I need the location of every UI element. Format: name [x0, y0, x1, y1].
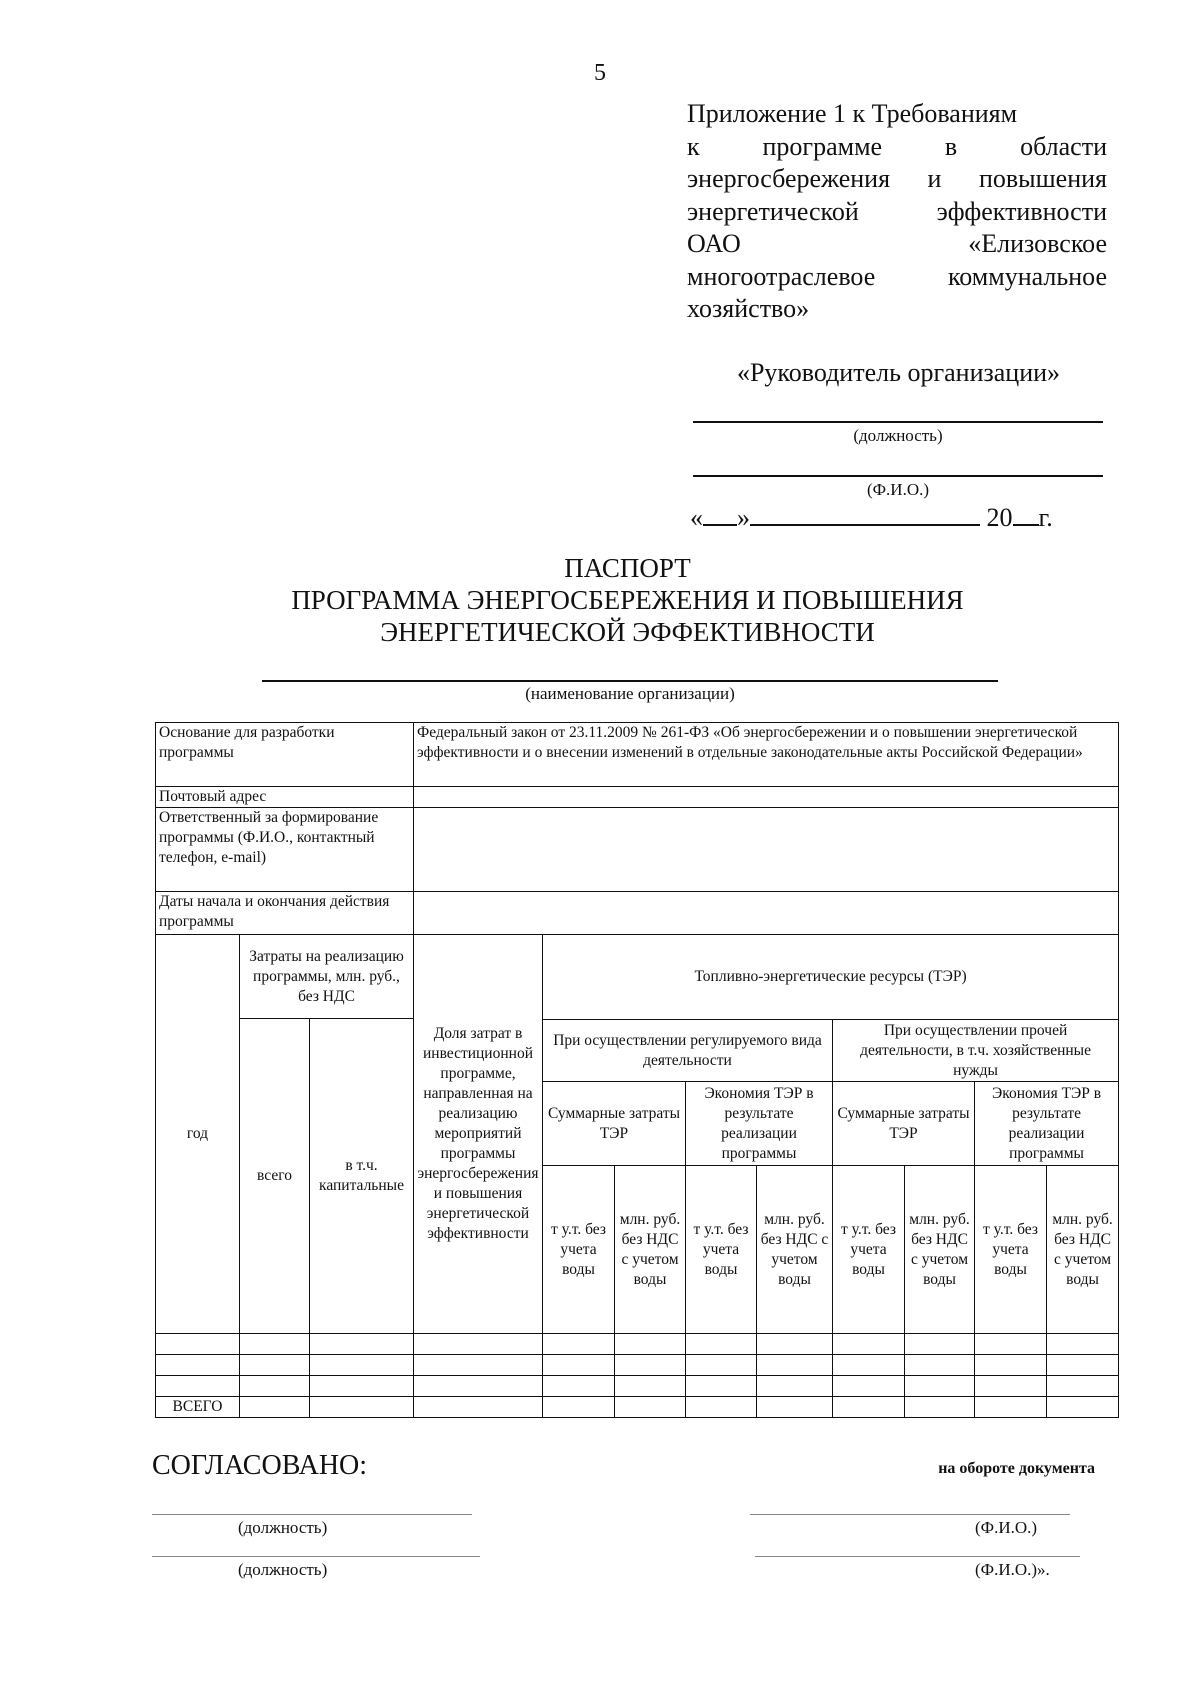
appendix-line: хозяйство»: [687, 294, 810, 323]
other-activity-header: При осуществлении прочей деятельности, в т.ч. хозяйственные нужды: [833, 1020, 1119, 1082]
appendix-line: к программе в области: [687, 131, 1107, 161]
table-row: [156, 1334, 1119, 1355]
document-subtitle: ЭНЕРГЕТИЧЕСКОЙ ЭФФЕКТИВНОСТИ: [380, 617, 875, 647]
mln-header: млн. руб. без НДС с учетом воды: [615, 1166, 686, 1334]
other-total-ter-header: Суммарные затраты ТЭР: [833, 1082, 975, 1166]
basis-value: Федеральный закон от 23.11.2009 № 261-ФЗ «Об энергосбережении и о повышении энергетической эффективности и о внесении изменений в отдельные законодательные акты Российской Федерации»: [414, 723, 1119, 787]
name-signature-line: [693, 475, 1103, 477]
postal-address-label: Почтовый адрес: [156, 787, 414, 808]
name-signature-line: [750, 1514, 1070, 1515]
name-caption: (Ф.И.О.): [866, 480, 930, 499]
passport-table: [155, 722, 1119, 1418]
head-title: «Руководитель организации»: [736, 358, 1061, 387]
mln-header: млн. руб. без НДС с учетом воды: [1047, 1166, 1119, 1334]
position-signature-line: [152, 1556, 480, 1557]
agreed-heading: СОГЛАСОВАНО:: [152, 1450, 368, 1481]
costs-header: Затраты на реализацию программы, млн. руб., без НДС: [240, 935, 414, 1019]
table-row: [156, 723, 1119, 787]
position-signature-line: [152, 1514, 472, 1515]
appendix-header: [687, 98, 1107, 326]
mln-header: млн. руб. без НДС с учетом воды: [905, 1166, 975, 1334]
position-signature-line: [693, 421, 1103, 423]
document-title: ПАСПОРТ: [564, 553, 691, 583]
tut-header: т у.т. без учета воды: [833, 1166, 905, 1334]
program-dates-value: [414, 892, 1119, 935]
name-caption: (Ф.И.О.): [975, 1518, 1038, 1537]
regulated-savings-header: Экономия ТЭР в результате реализации программы: [686, 1082, 833, 1166]
position-caption: (должность): [238, 1518, 328, 1537]
reverse-note: на обороте документа: [938, 1460, 1095, 1477]
tut-header: т у.т. без учета воды: [975, 1166, 1047, 1334]
approval-date: [690, 500, 1110, 533]
table-header-row: [156, 935, 1119, 1019]
responsible-label: Ответственный за формирование программы (Ф.И.О., контактный телефон, e-mail): [156, 808, 414, 892]
year-header: год: [156, 935, 240, 1334]
total-row: [156, 1397, 1119, 1418]
date-open-quote: «: [690, 503, 703, 532]
date-year-prefix: 20: [986, 503, 1013, 532]
tut-header: т у.т. без учета воды: [686, 1166, 757, 1334]
date-close-quote: »: [737, 503, 750, 532]
postal-address-value: [414, 787, 1119, 808]
position-caption: (должность): [238, 1560, 328, 1579]
regulated-total-ter-header: Суммарные затраты ТЭР: [543, 1082, 686, 1166]
position-caption: (должность): [853, 426, 943, 445]
date-year-suffix: г.: [1038, 503, 1053, 532]
investment-share-header: Доля затрат в инвестиционной программе, направленная на реализацию мероприятий программы энергосбережения и повышения энергетической эффективности: [414, 935, 543, 1334]
table-row: [156, 1376, 1119, 1397]
appendix-line: энергетической эффективности: [687, 196, 1107, 226]
appendix-line: многоотраслевое коммунальное: [687, 261, 1107, 291]
program-dates-label: Даты начала и окончания действия программы: [156, 892, 414, 935]
table-row: [156, 808, 1119, 892]
date-month-blank: [750, 500, 980, 526]
regulated-activity-header: При осуществлении регулируемого вида деятельности: [543, 1020, 833, 1082]
tut-header: т у.т. без учета воды: [543, 1166, 615, 1334]
table-row: [156, 892, 1119, 935]
document-subtitle: ПРОГРАММА ЭНЕРГОСБЕРЕЖЕНИЯ И ПОВЫШЕНИЯ: [291, 585, 964, 615]
organization-name-line: [262, 680, 998, 682]
date-day-blank: [703, 500, 737, 526]
organization-name-caption: (наименование организации): [525, 684, 735, 703]
costs-total-header: всего: [240, 1019, 310, 1334]
table-row: [156, 787, 1119, 808]
appendix-line: Приложение 1 к Требованиям: [687, 99, 1018, 128]
appendix-line: энергосбережения и повышения: [687, 164, 1107, 193]
name-signature-line: [755, 1556, 1080, 1557]
other-savings-header: Экономия ТЭР в результате реализации программы: [975, 1082, 1119, 1166]
total-row-label: ВСЕГО: [156, 1397, 240, 1418]
responsible-value: [414, 808, 1119, 892]
page-number: 5: [594, 60, 606, 86]
mln-header: млн. руб. без НДС с учетом воды: [757, 1166, 833, 1334]
basis-label: Основание для разработки программы: [156, 723, 414, 787]
table-row: [156, 1355, 1119, 1376]
costs-capital-header: в т.ч. капитальные: [310, 1019, 414, 1334]
name-caption: (Ф.И.О.)».: [975, 1560, 1050, 1579]
appendix-line: ОАО «Елизовское: [687, 229, 1107, 258]
date-year-blank: [1013, 500, 1039, 526]
ter-header: Топливно-энергетические ресурсы (ТЭР): [543, 935, 1119, 1020]
